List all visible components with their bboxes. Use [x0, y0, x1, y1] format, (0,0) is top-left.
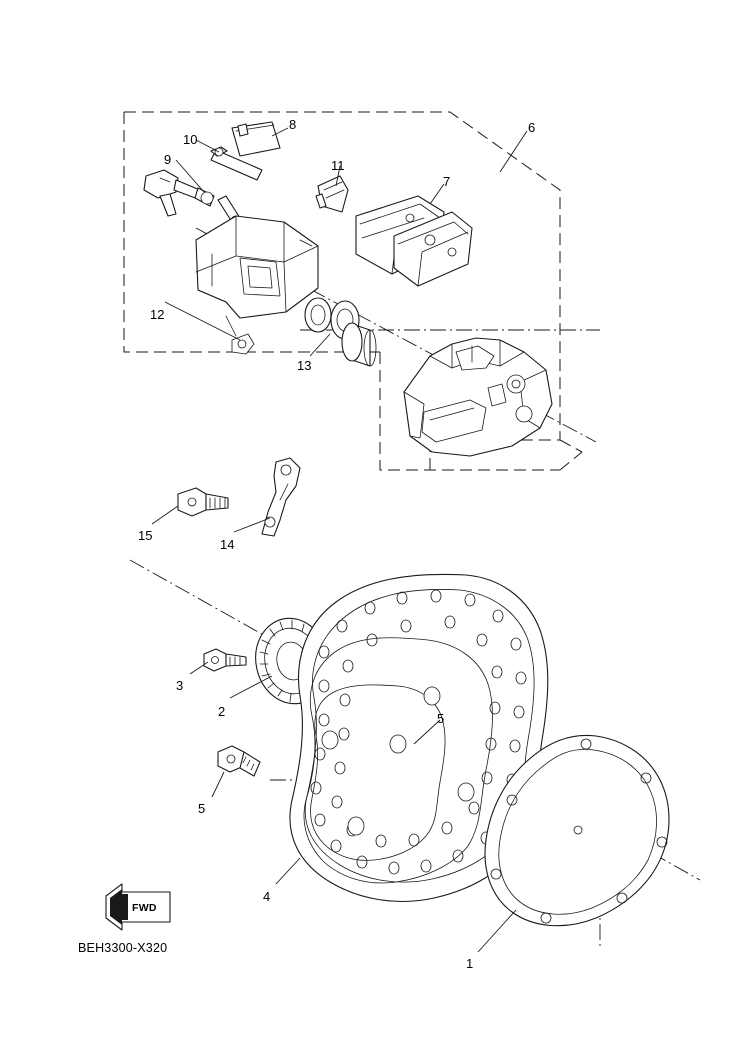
- part-8-shim-plate: [232, 122, 280, 156]
- callout-1: 1: [466, 956, 474, 971]
- callout-5-left: 5: [198, 801, 206, 816]
- callout-14: 14: [220, 537, 235, 552]
- part-13-piston-seals: [305, 298, 376, 366]
- part-5-disc-bolt-left: [218, 746, 260, 776]
- callout-8: 8: [289, 117, 297, 132]
- callout-15: 15: [138, 528, 153, 543]
- part-7-brake-pads: [356, 196, 472, 286]
- callout-9: 9: [164, 152, 172, 167]
- callout-7: 7: [443, 174, 451, 189]
- callout-6: 6: [528, 120, 536, 135]
- figure-part-code: BEH3300-X320: [78, 941, 168, 955]
- callout-2: 2: [218, 704, 226, 719]
- part-3-rotor-bolt: [204, 649, 246, 671]
- part-12-caliper-body: [196, 216, 318, 354]
- callout-12: 12: [150, 307, 165, 322]
- callout-11: 11: [331, 158, 345, 173]
- callout-4: 4: [263, 889, 271, 904]
- part-6-caliper-bracket: [404, 338, 552, 456]
- part-14-hose-bracket: [262, 458, 300, 536]
- part-11-pad-spring: [316, 176, 348, 212]
- callout-13: 13: [297, 358, 312, 373]
- fwd-label: FWD: [132, 902, 157, 914]
- callout-10: 10: [183, 132, 198, 147]
- callout-5-center: 5: [437, 711, 445, 726]
- part-15-bolt: [178, 488, 228, 516]
- callout-3: 3: [176, 678, 184, 693]
